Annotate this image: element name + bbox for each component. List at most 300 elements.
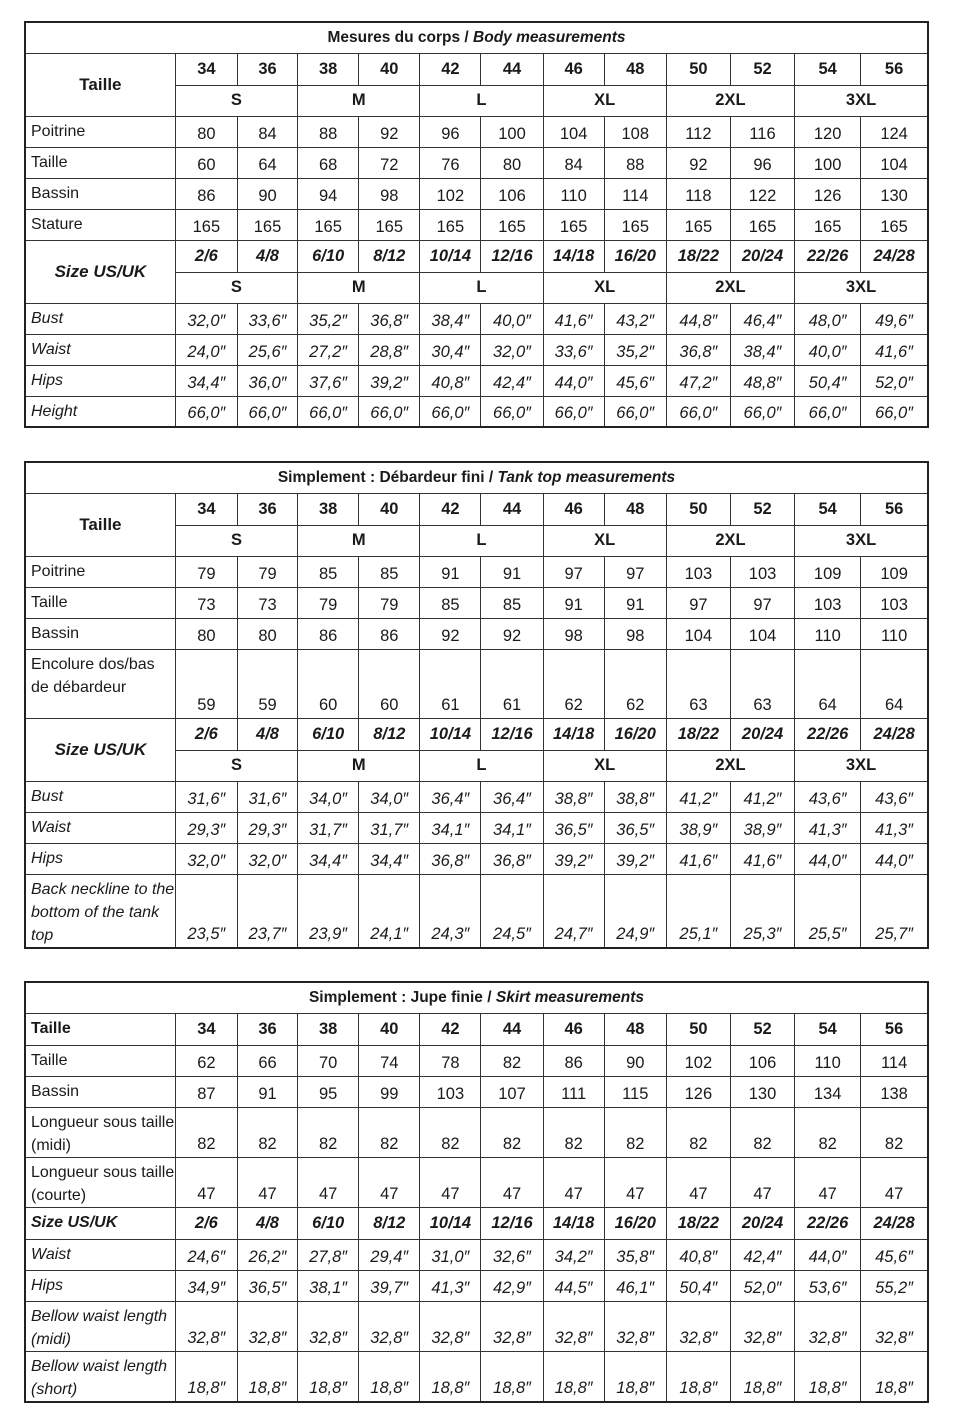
value-cell: 34,4″	[298, 843, 359, 874]
value-cell: 82	[359, 1107, 420, 1157]
value-cell: 47	[359, 1157, 420, 1207]
value-cell: 103	[861, 587, 928, 618]
table-title-row	[25, 982, 928, 1013]
value-cell: 88	[604, 147, 666, 178]
row-label: Bellow waist length (midi)	[25, 1301, 175, 1351]
value-cell: 91	[604, 587, 666, 618]
size-cell: 44	[481, 53, 543, 85]
size-cell: 14/18	[543, 1207, 604, 1239]
size-group-cell: 3XL	[795, 525, 928, 556]
size-cell: 10/14	[420, 1207, 481, 1239]
size-cell: 38	[298, 493, 359, 525]
value-cell: 115	[604, 1076, 666, 1107]
table-row	[25, 334, 928, 365]
value-cell: 50,4″	[666, 1270, 730, 1301]
value-cell: 34,2″	[543, 1239, 604, 1270]
value-cell: 18,8″	[175, 1351, 237, 1402]
value-cell: 35,2″	[298, 303, 359, 334]
value-cell: 165	[861, 209, 928, 240]
us-size-row	[25, 240, 928, 272]
size-cell: 16/20	[604, 718, 666, 750]
value-cell: 36,5″	[604, 812, 666, 843]
value-cell: 104	[543, 116, 604, 147]
us-size-row	[25, 718, 928, 750]
value-cell: 29,3″	[175, 812, 237, 843]
value-cell: 47	[420, 1157, 481, 1207]
us-size-label: Size US/UK	[25, 240, 175, 303]
us-size-label: Size US/UK	[25, 718, 175, 781]
value-cell: 72	[359, 147, 420, 178]
value-cell: 44,0″	[861, 843, 928, 874]
value-cell: 26,2″	[237, 1239, 297, 1270]
value-cell: 82	[481, 1107, 543, 1157]
fr-size-row	[25, 493, 928, 525]
value-cell: 73	[237, 587, 297, 618]
value-cell: 24,1″	[359, 874, 420, 948]
size-cell: 54	[795, 1013, 861, 1045]
table-row	[25, 1239, 928, 1270]
size-cell: 46	[543, 493, 604, 525]
value-cell: 42,4″	[730, 1239, 794, 1270]
value-cell: 47	[666, 1157, 730, 1207]
value-cell: 107	[481, 1076, 543, 1107]
value-cell: 110	[543, 178, 604, 209]
value-cell: 18,8″	[861, 1351, 928, 1402]
row-label: Bust	[25, 781, 175, 812]
size-cell: 4/8	[237, 718, 297, 750]
value-cell: 53,6″	[795, 1270, 861, 1301]
value-cell: 41,3″	[795, 812, 861, 843]
value-cell: 36,4″	[420, 781, 481, 812]
row-label: Bassin	[25, 178, 175, 209]
size-group-cell: S	[175, 525, 297, 556]
value-cell: 97	[730, 587, 794, 618]
value-cell: 32,0″	[481, 334, 543, 365]
size-group-cell: L	[420, 750, 543, 781]
value-cell: 47	[604, 1157, 666, 1207]
table-row	[25, 147, 928, 178]
value-cell: 80	[237, 618, 297, 649]
value-cell: 63	[666, 649, 730, 718]
value-cell: 41,6″	[861, 334, 928, 365]
value-cell: 36,8″	[666, 334, 730, 365]
table-row	[25, 587, 928, 618]
value-cell: 114	[604, 178, 666, 209]
us-size-row	[25, 1207, 928, 1239]
table-row	[25, 1157, 928, 1207]
table-row	[25, 1270, 928, 1301]
value-cell: 36,5″	[237, 1270, 297, 1301]
value-cell: 33,6″	[237, 303, 297, 334]
size-cell: 44	[481, 1013, 543, 1045]
table-title	[25, 462, 928, 493]
size-group-cell: S	[175, 750, 297, 781]
value-cell: 18,8″	[420, 1351, 481, 1402]
size-group-cell: M	[298, 525, 420, 556]
value-cell: 41,2″	[666, 781, 730, 812]
size-cell: 50	[666, 1013, 730, 1045]
value-cell: 32,8″	[175, 1301, 237, 1351]
table-title	[25, 22, 928, 53]
measurement-table	[24, 21, 929, 428]
value-cell: 62	[543, 649, 604, 718]
value-cell: 32,8″	[237, 1301, 297, 1351]
value-cell: 25,3″	[730, 874, 794, 948]
table-row	[25, 1107, 928, 1157]
value-cell: 31,7″	[298, 812, 359, 843]
value-cell: 39,2″	[543, 843, 604, 874]
table-row	[25, 812, 928, 843]
value-cell: 25,6″	[237, 334, 297, 365]
value-cell: 31,6″	[237, 781, 297, 812]
value-cell: 66,0″	[604, 396, 666, 427]
size-cell: 10/14	[420, 240, 481, 272]
value-cell: 103	[730, 556, 794, 587]
value-cell: 106	[481, 178, 543, 209]
value-cell: 68	[298, 147, 359, 178]
value-cell: 36,8″	[359, 303, 420, 334]
value-cell: 38,9″	[666, 812, 730, 843]
value-cell: 61	[420, 649, 481, 718]
size-cell: 36	[237, 1013, 297, 1045]
size-cell: 22/26	[795, 240, 861, 272]
value-cell: 98	[543, 618, 604, 649]
value-cell: 27,2″	[298, 334, 359, 365]
size-group-cell: S	[175, 272, 297, 303]
value-cell: 92	[420, 618, 481, 649]
table-row	[25, 1076, 928, 1107]
table-row	[25, 874, 928, 948]
row-label: Bassin	[25, 618, 175, 649]
value-cell: 49,6″	[861, 303, 928, 334]
fr-size-label: Taille	[25, 1013, 175, 1045]
value-cell: 165	[359, 209, 420, 240]
value-cell: 47	[481, 1157, 543, 1207]
value-cell: 45,6″	[604, 365, 666, 396]
value-cell: 91	[543, 587, 604, 618]
value-cell: 66,0″	[359, 396, 420, 427]
value-cell: 118	[666, 178, 730, 209]
row-label: Poitrine	[25, 556, 175, 587]
value-cell: 134	[795, 1076, 861, 1107]
value-cell: 18,8″	[666, 1351, 730, 1402]
value-cell: 66	[237, 1045, 297, 1076]
row-label: Longueur sous taille (midi)	[25, 1107, 175, 1157]
value-cell: 66,0″	[730, 396, 794, 427]
value-cell: 94	[298, 178, 359, 209]
size-cell: 46	[543, 1013, 604, 1045]
value-cell: 48,8″	[730, 365, 794, 396]
value-cell: 76	[420, 147, 481, 178]
table-row	[25, 1301, 928, 1351]
table-title-fr: Mesures du corps /	[327, 28, 474, 46]
measurement-table	[24, 981, 929, 1403]
size-cell: 38	[298, 53, 359, 85]
fr-size-row	[25, 1013, 928, 1045]
value-cell: 108	[604, 116, 666, 147]
value-cell: 34,0″	[298, 781, 359, 812]
size-cell: 36	[237, 53, 297, 85]
value-cell: 126	[795, 178, 861, 209]
row-label: Waist	[25, 812, 175, 843]
row-label: Bust	[25, 303, 175, 334]
value-cell: 73	[175, 587, 237, 618]
row-label: Taille	[25, 147, 175, 178]
value-cell: 38,4″	[730, 334, 794, 365]
value-cell: 38,8″	[543, 781, 604, 812]
value-cell: 106	[730, 1045, 794, 1076]
value-cell: 32,0″	[237, 843, 297, 874]
value-cell: 109	[795, 556, 861, 587]
value-cell: 82	[795, 1107, 861, 1157]
value-cell: 86	[298, 618, 359, 649]
value-cell: 24,9″	[604, 874, 666, 948]
size-cell: 20/24	[730, 1207, 794, 1239]
size-cell: 38	[298, 1013, 359, 1045]
value-cell: 90	[237, 178, 297, 209]
value-cell: 48,0″	[795, 303, 861, 334]
value-cell: 124	[861, 116, 928, 147]
size-cell: 42	[420, 53, 481, 85]
value-cell: 165	[481, 209, 543, 240]
size-cell: 24/28	[861, 240, 928, 272]
value-cell: 24,0″	[175, 334, 237, 365]
value-cell: 23,5″	[175, 874, 237, 948]
size-cell: 8/12	[359, 240, 420, 272]
size-cell: 34	[175, 53, 237, 85]
value-cell: 44,8″	[666, 303, 730, 334]
size-cell: 22/26	[795, 718, 861, 750]
value-cell: 110	[795, 1045, 861, 1076]
value-cell: 64	[861, 649, 928, 718]
value-cell: 102	[666, 1045, 730, 1076]
value-cell: 47	[298, 1157, 359, 1207]
value-cell: 36,8″	[420, 843, 481, 874]
value-cell: 110	[861, 618, 928, 649]
row-label: Hips	[25, 843, 175, 874]
size-cell: 18/22	[666, 1207, 730, 1239]
value-cell: 43,6″	[795, 781, 861, 812]
value-cell: 82	[543, 1107, 604, 1157]
value-cell: 64	[795, 649, 861, 718]
row-label: Waist	[25, 334, 175, 365]
size-cell: 34	[175, 1013, 237, 1045]
table-title-en: Tank top measurements	[497, 468, 676, 486]
size-group-cell: 2XL	[666, 525, 794, 556]
value-cell: 97	[666, 587, 730, 618]
value-cell: 18,8″	[237, 1351, 297, 1402]
value-cell: 42,9″	[481, 1270, 543, 1301]
value-cell: 41,6″	[730, 843, 794, 874]
value-cell: 66,0″	[861, 396, 928, 427]
value-cell: 97	[543, 556, 604, 587]
value-cell: 78	[420, 1045, 481, 1076]
size-group-cell: L	[420, 85, 543, 116]
row-label: Waist	[25, 1239, 175, 1270]
value-cell: 97	[604, 556, 666, 587]
table-title-row	[25, 462, 928, 493]
value-cell: 43,6″	[861, 781, 928, 812]
value-cell: 165	[795, 209, 861, 240]
value-cell: 64	[237, 147, 297, 178]
value-cell: 41,3″	[420, 1270, 481, 1301]
row-label: Poitrine	[25, 116, 175, 147]
value-cell: 25,1″	[666, 874, 730, 948]
row-label: Bassin	[25, 1076, 175, 1107]
value-cell: 34,0″	[359, 781, 420, 812]
value-cell: 32,8″	[298, 1301, 359, 1351]
value-cell: 47	[543, 1157, 604, 1207]
value-cell: 82	[604, 1107, 666, 1157]
size-cell: 24/28	[861, 1207, 928, 1239]
value-cell: 24,6″	[175, 1239, 237, 1270]
row-label: Taille	[25, 587, 175, 618]
row-label: Longueur sous taille (courte)	[25, 1157, 175, 1207]
value-cell: 59	[175, 649, 237, 718]
size-group-cell: 3XL	[795, 85, 928, 116]
value-cell: 165	[420, 209, 481, 240]
value-cell: 18,8″	[481, 1351, 543, 1402]
size-cell: 56	[861, 493, 928, 525]
table-row	[25, 303, 928, 334]
value-cell: 38,8″	[604, 781, 666, 812]
value-cell: 62	[175, 1045, 237, 1076]
value-cell: 82	[481, 1045, 543, 1076]
value-cell: 165	[175, 209, 237, 240]
table-row	[25, 209, 928, 240]
value-cell: 60	[298, 649, 359, 718]
size-cell: 2/6	[175, 1207, 237, 1239]
size-cell: 42	[420, 493, 481, 525]
value-cell: 32,6″	[481, 1239, 543, 1270]
value-cell: 110	[795, 618, 861, 649]
size-group-cell: 3XL	[795, 272, 928, 303]
value-cell: 41,6″	[543, 303, 604, 334]
value-cell: 85	[420, 587, 481, 618]
table-row	[25, 365, 928, 396]
value-cell: 52,0″	[730, 1270, 794, 1301]
value-cell: 47	[175, 1157, 237, 1207]
value-cell: 23,9″	[298, 874, 359, 948]
value-cell: 45,6″	[861, 1239, 928, 1270]
value-cell: 103	[420, 1076, 481, 1107]
value-cell: 30,4″	[420, 334, 481, 365]
size-group-cell: L	[420, 525, 543, 556]
table-title-fr: Simplement : Débardeur fini /	[277, 468, 498, 486]
size-cell: 50	[666, 493, 730, 525]
value-cell: 85	[481, 587, 543, 618]
size-cell: 18/22	[666, 240, 730, 272]
value-cell: 18,8″	[730, 1351, 794, 1402]
value-cell: 46,1″	[604, 1270, 666, 1301]
table-row	[25, 649, 928, 718]
value-cell: 34,4″	[175, 365, 237, 396]
value-cell: 92	[666, 147, 730, 178]
value-cell: 86	[175, 178, 237, 209]
value-cell: 44,0″	[543, 365, 604, 396]
size-group-cell: 2XL	[666, 272, 794, 303]
value-cell: 38,1″	[298, 1270, 359, 1301]
value-cell: 60	[175, 147, 237, 178]
value-cell: 34,1″	[420, 812, 481, 843]
value-cell: 40,0″	[795, 334, 861, 365]
fr-size-row	[25, 53, 928, 85]
value-cell: 130	[861, 178, 928, 209]
value-cell: 70	[298, 1045, 359, 1076]
value-cell: 32,8″	[795, 1301, 861, 1351]
table-title-row	[25, 22, 928, 53]
size-cell: 48	[604, 1013, 666, 1045]
value-cell: 66,0″	[795, 396, 861, 427]
value-cell: 79	[175, 556, 237, 587]
size-cell: 12/16	[481, 718, 543, 750]
size-cell: 36	[237, 493, 297, 525]
value-cell: 66,0″	[543, 396, 604, 427]
size-cell: 42	[420, 1013, 481, 1045]
value-cell: 90	[604, 1045, 666, 1076]
value-cell: 43,2″	[604, 303, 666, 334]
value-cell: 84	[543, 147, 604, 178]
table-row	[25, 618, 928, 649]
size-cell: 34	[175, 493, 237, 525]
value-cell: 24,3″	[420, 874, 481, 948]
size-cell: 44	[481, 493, 543, 525]
table-row	[25, 781, 928, 812]
value-cell: 114	[861, 1045, 928, 1076]
value-cell: 31,7″	[359, 812, 420, 843]
value-cell: 165	[730, 209, 794, 240]
table-title-fr: Simplement : Jupe finie /	[308, 988, 496, 1006]
value-cell: 80	[175, 618, 237, 649]
size-cell: 12/16	[481, 240, 543, 272]
value-cell: 44,0″	[795, 1239, 861, 1270]
value-cell: 47	[730, 1157, 794, 1207]
value-cell: 165	[543, 209, 604, 240]
fr-size-label: Taille	[25, 53, 175, 116]
table-row	[25, 1045, 928, 1076]
measurement-table	[24, 461, 929, 949]
value-cell: 79	[237, 556, 297, 587]
size-cell: 54	[795, 493, 861, 525]
value-cell: 112	[666, 116, 730, 147]
table-row	[25, 1351, 928, 1402]
value-cell: 92	[359, 116, 420, 147]
value-cell: 18,8″	[543, 1351, 604, 1402]
value-cell: 35,2″	[604, 334, 666, 365]
value-cell: 96	[420, 116, 481, 147]
value-cell: 84	[237, 116, 297, 147]
size-cell: 20/24	[730, 718, 794, 750]
value-cell: 32,0″	[175, 843, 237, 874]
value-cell: 33,6″	[543, 334, 604, 365]
value-cell: 34,1″	[481, 812, 543, 843]
row-label: Bellow waist length (short)	[25, 1351, 175, 1402]
size-cell: 56	[861, 53, 928, 85]
value-cell: 165	[666, 209, 730, 240]
value-cell: 103	[666, 556, 730, 587]
value-cell: 55,2″	[861, 1270, 928, 1301]
value-cell: 18,8″	[298, 1351, 359, 1402]
size-cell: 52	[730, 493, 794, 525]
size-cell: 8/12	[359, 718, 420, 750]
value-cell: 41,2″	[730, 781, 794, 812]
value-cell: 96	[730, 147, 794, 178]
fr-size-label: Taille	[25, 493, 175, 556]
size-cell: 56	[861, 1013, 928, 1045]
value-cell: 92	[481, 618, 543, 649]
size-cell: 50	[666, 53, 730, 85]
size-group-cell: S	[175, 85, 297, 116]
